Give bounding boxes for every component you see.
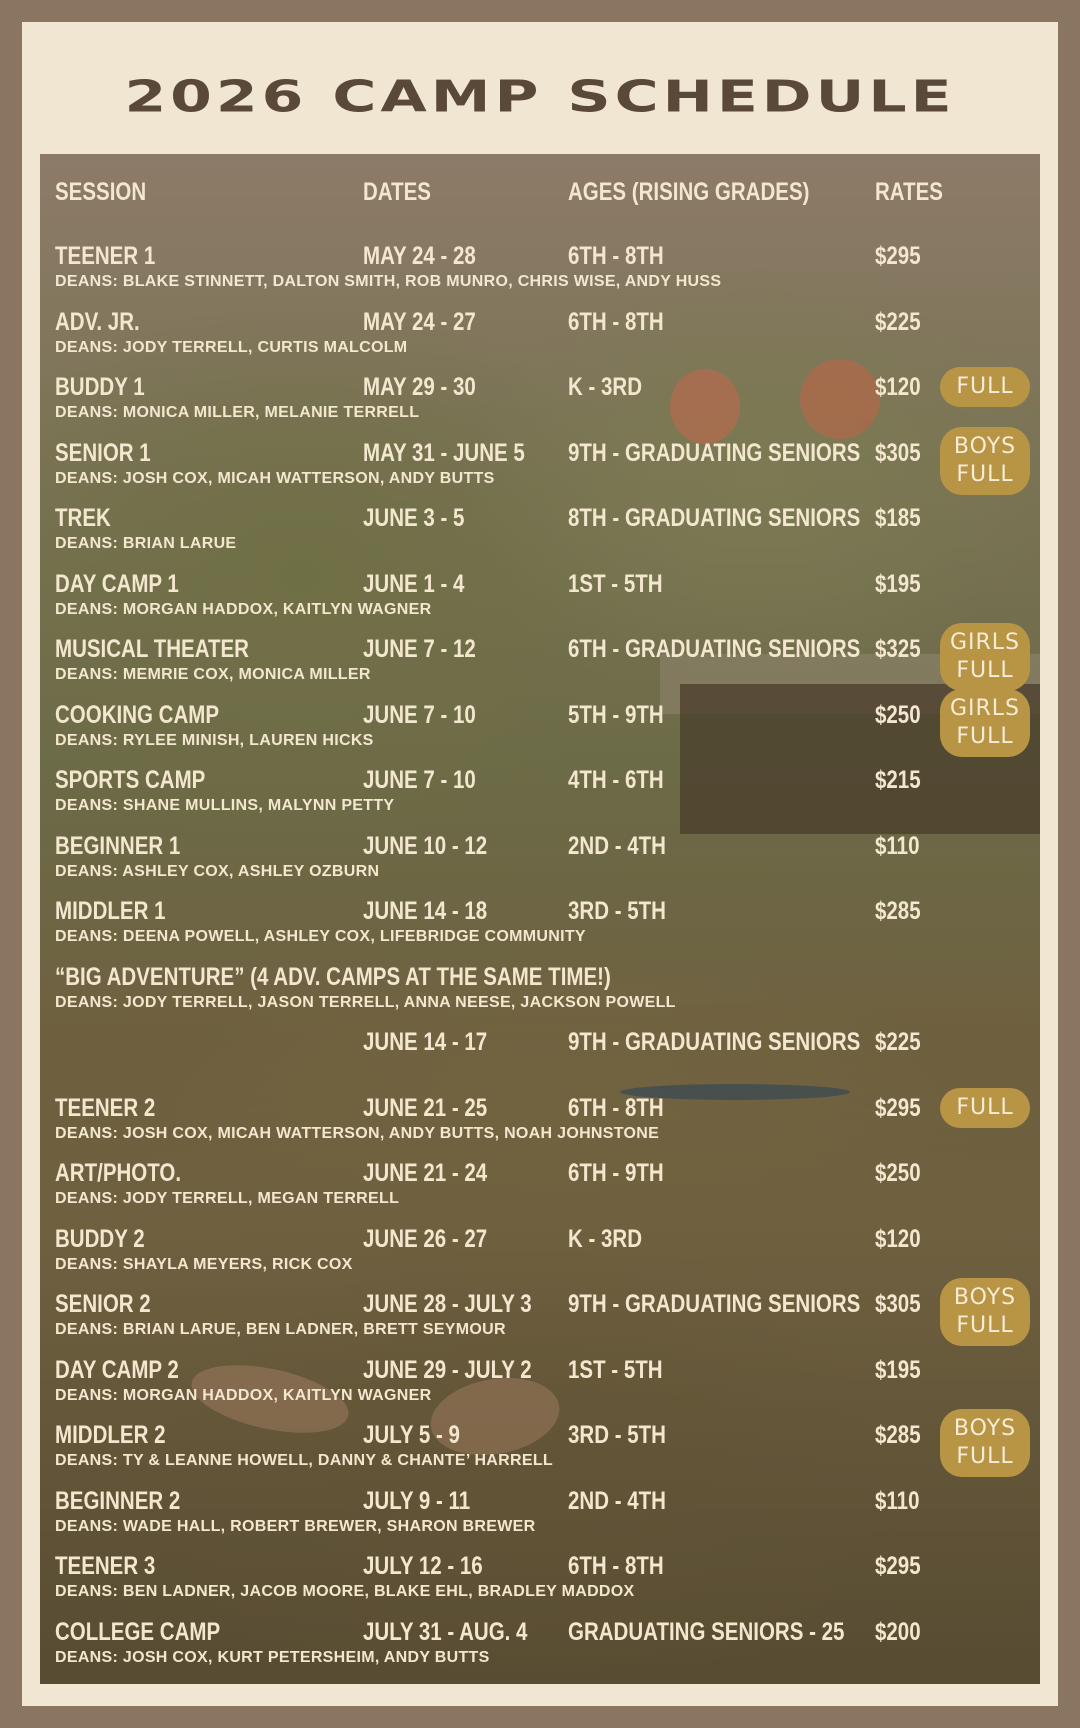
session-name: TREK [55,504,111,532]
schedule-row [40,963,1040,1023]
session-dates: JUNE 26 - 27 [363,1224,488,1253]
schedule-row [40,1356,1040,1416]
session-deans: DEANS: TY & LEANNE HOWELL, DANNY & CHANTE’ HARRELL [55,1452,553,1469]
session-dates: JUNE 21 - 25 [363,1093,488,1122]
session-name: DAY CAMP 2 [55,1355,179,1384]
session-deans: DEANS: SHAYLA MEYERS, RICK COX [55,1255,353,1273]
session-rate: $110 [875,831,920,860]
session-dates: JUNE 14 - 18 [363,897,488,925]
session-dates: JULY 31 - AUG. 4 [363,1617,528,1646]
session-ages: 4TH - 6TH [568,766,664,794]
session-deans: DEANS: MONICA MILLER, MELANIE TERRELL [55,404,420,421]
session-rate: $305 [875,1290,921,1318]
session-ages: 6TH - GRADUATING SENIORS [568,635,861,663]
schedule-row [40,1552,1040,1612]
schedule-row [40,433,1040,499]
session-deans: DEANS: MORGAN HADDOX, KAITLYN WAGNER [55,600,432,618]
schedule-row [40,1416,1040,1481]
session-rate: $215 [875,766,921,794]
session-ages: 9TH - GRADUATING SENIORS [568,1028,861,1056]
schedule-row [40,832,1040,892]
session-dates: MAY 24 - 28 [363,242,476,270]
session-deans: DEANS: DEENA POWELL, ASHLEY COX, LIFEBRIDGE COMMUNITY [55,928,586,945]
session-rate: $295 [875,242,921,270]
schedule-row [40,504,1040,564]
poster-frame [22,22,1058,1706]
session-name: DAY CAMP 1 [55,569,179,598]
session-deans: DEANS: JODY TERRELL, MEGAN TERRELL [55,1190,400,1207]
schedule-row [40,1285,1040,1350]
schedule-row [40,1159,1040,1219]
full-status-badge: BOYS FULL [940,1409,1030,1477]
schedule-row [40,766,1040,826]
session-rate: $200 [875,1617,921,1646]
session-dates: JUNE 7 - 10 [363,766,476,794]
session-dates: JUNE 7 - 10 [363,700,476,729]
session-deans: DEANS: BRIAN LARUE [55,535,237,552]
page-title: 2026 CAMP SCHEDULE [124,72,956,123]
session-name: COOKING CAMP [55,700,219,729]
session-name: ADV. JR. [55,307,140,336]
session-ages: 3RD - 5TH [568,1421,666,1449]
session-dates: JULY 12 - 16 [363,1552,483,1580]
session-ages: 3RD - 5TH [568,897,666,925]
schedule-row [40,630,1040,695]
session-dates: JUNE 14 - 17 [363,1028,488,1056]
session-dates: JULY 9 - 11 [363,1486,471,1515]
session-ages: 9TH - GRADUATING SENIORS [568,1290,861,1318]
session-ages: 6TH - 8TH [568,1093,664,1122]
session-deans: DEANS: JOSH COX, KURT PETERSHEIM, ANDY BUTTS [55,1648,490,1666]
session-name: MIDDLER 2 [55,1421,166,1449]
session-rate: $295 [875,1552,921,1580]
session-dates: MAY 24 - 27 [363,307,476,336]
full-status-badge: BOYS FULL [940,427,1030,495]
header-rates: RATES [875,178,943,206]
session-name: BUDDY 2 [55,1224,145,1253]
session-dates: JUNE 21 - 24 [363,1159,488,1187]
full-status-badge: GIRLS FULL [940,689,1030,757]
session-ages: 6TH - 8TH [568,242,664,270]
session-rate: $110 [875,1486,920,1515]
schedule-row [40,1225,1040,1285]
session-deans: DEANS: BRIAN LARUE, BEN LADNER, BRETT SEYMOUR [55,1321,506,1338]
schedule-row [40,1094,1040,1154]
session-rate: $120 [875,1224,921,1253]
session-rate: $120 [875,373,921,401]
session-ages: 9TH - GRADUATING SENIORS [568,438,861,467]
session-deans: DEANS: JOSH COX, MICAH WATTERSON, ANDY BUTTS, NOAH JOHNSTONE [55,1124,660,1142]
schedule-row [40,1028,1040,1088]
session-rate: $250 [875,700,921,729]
session-name: BEGINNER 1 [55,831,181,860]
schedule-row [40,570,1040,630]
session-name: COLLEGE CAMP [55,1617,221,1646]
session-name: TEENER 3 [55,1552,156,1580]
session-dates: JUNE 10 - 12 [363,831,488,860]
session-ages: 6TH - 8TH [568,1552,664,1580]
session-rate: $225 [875,1028,921,1056]
session-deans: DEANS: SHANE MULLINS, MALYNN PETTY [55,797,395,814]
session-rate: $225 [875,307,921,336]
session-name: MIDDLER 1 [55,897,166,925]
session-ages: 1ST - 5TH [568,569,663,598]
session-dates: JUNE 7 - 12 [363,635,476,663]
session-name: MUSICAL THEATER [55,635,249,663]
session-rate: $195 [875,1355,921,1384]
session-name: BEGINNER 2 [55,1486,181,1515]
session-name: TEENER 1 [55,242,156,270]
schedule-row [40,695,1040,761]
session-deans: DEANS: ASHLEY COX, ASHLEY OZBURN [55,862,380,880]
session-deans: DEANS: WADE HALL, ROBERT BREWER, SHARON BREWER [55,1517,536,1535]
session-rate: $185 [875,504,921,532]
session-name: BUDDY 1 [55,373,145,401]
schedule-row [40,897,1040,957]
schedule-row [40,242,1040,302]
schedule-row [40,373,1040,433]
session-ages: GRADUATING SENIORS - 25 [568,1617,845,1646]
session-dates: MAY 29 - 30 [363,373,476,401]
full-status-badge: GIRLS FULL [940,623,1030,691]
session-rate: $195 [875,569,921,598]
schedule-row [40,1487,1040,1547]
header-dates: DATES [363,178,431,206]
session-rate: $285 [875,897,921,925]
session-ages: 6TH - 9TH [568,1159,664,1187]
session-ages: K - 3RD [568,373,643,401]
session-rate: $285 [875,1421,921,1449]
session-ages: 2ND - 4TH [568,1486,666,1515]
header-ages: AGES (RISING GRADES) [568,178,810,206]
session-name: “BIG ADVENTURE” (4 ADV. CAMPS AT THE SAME TIME!) [55,962,611,991]
session-ages: 8TH - GRADUATING SENIORS [568,504,861,532]
session-deans: DEANS: MORGAN HADDOX, KAITLYN WAGNER [55,1386,432,1404]
session-deans: DEANS: RYLEE MINISH, LAUREN HICKS [55,731,374,749]
schedule-panel [40,154,1040,1684]
session-deans: DEANS: JOSH COX, MICAH WATTERSON, ANDY BUTTS [55,469,495,487]
session-dates: JUNE 3 - 5 [363,504,465,532]
session-ages: 6TH - 8TH [568,307,664,336]
session-deans: DEANS: JODY TERRELL, JASON TERRELL, ANNA NEESE, JACKSON POWELL [55,993,676,1011]
session-name: SENIOR 1 [55,438,151,467]
session-name: ART/PHOTO. [55,1159,182,1187]
session-deans: DEANS: JODY TERRELL, CURTIS MALCOLM [55,338,408,356]
session-dates: JUNE 29 - JULY 2 [363,1355,532,1384]
session-deans: DEANS: BLAKE STINNETT, DALTON SMITH, ROB MUNRO, CHRIS WISE, ANDY HUSS [55,273,722,290]
session-name: SENIOR 2 [55,1290,151,1318]
session-ages: 2ND - 4TH [568,831,666,860]
header-session: SESSION [55,178,147,206]
session-rate: $295 [875,1093,921,1122]
session-rate: $250 [875,1159,921,1187]
schedule-row [40,308,1040,368]
full-status-badge: FULL [940,367,1030,407]
session-ages: 5TH - 9TH [568,700,664,729]
session-ages: K - 3RD [568,1224,643,1253]
session-name: TEENER 2 [55,1093,156,1122]
session-rate: $305 [875,438,921,467]
session-dates: JUNE 1 - 4 [363,569,465,598]
schedule-row [40,1618,1040,1678]
session-deans: DEANS: MEMRIE COX, MONICA MILLER [55,666,371,683]
session-rate: $325 [875,635,921,663]
session-dates: JUNE 28 - JULY 3 [363,1290,532,1318]
session-name: SPORTS CAMP [55,766,206,794]
session-dates: MAY 31 - JUNE 5 [363,438,525,467]
session-deans: DEANS: BEN LADNER, JACOB MOORE, BLAKE EHL, BRADLEY MADDOX [55,1583,635,1600]
full-status-badge: BOYS FULL [940,1278,1030,1346]
full-status-badge: FULL [940,1088,1030,1128]
session-dates: JULY 5 - 9 [363,1421,460,1449]
session-ages: 1ST - 5TH [568,1355,663,1384]
